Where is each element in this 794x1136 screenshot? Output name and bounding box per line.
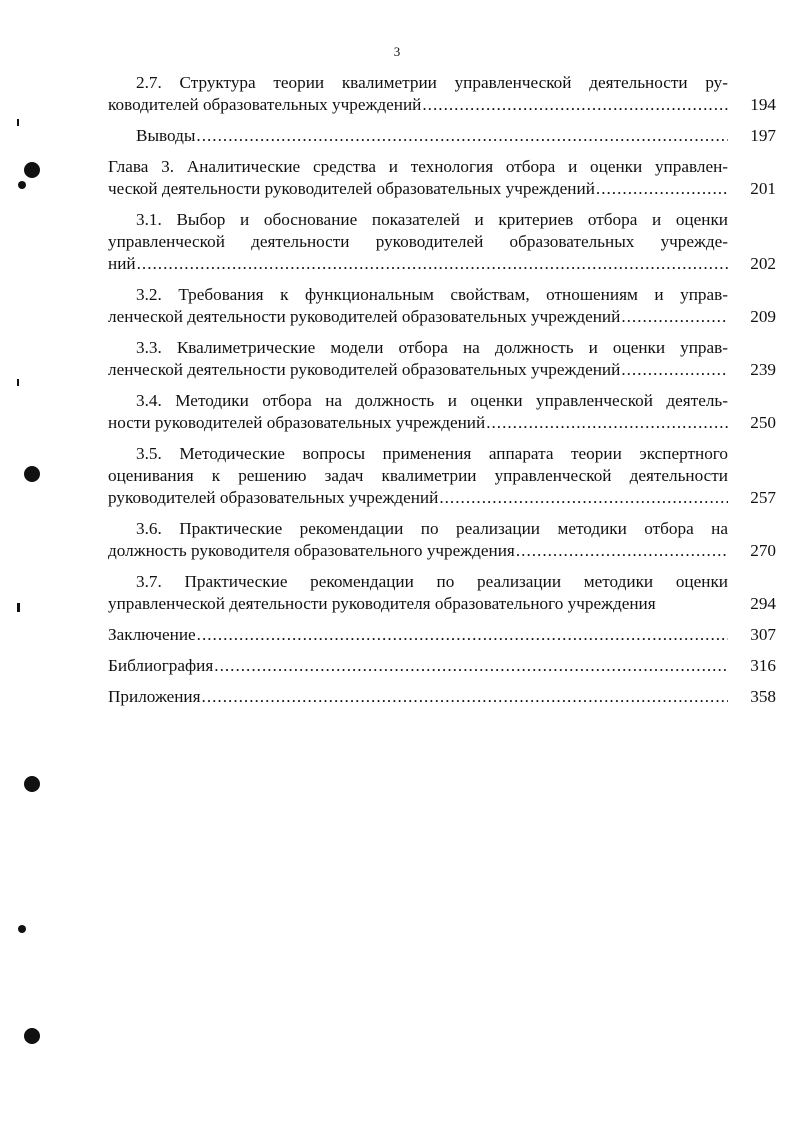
toc-entry[interactable] bbox=[108, 125, 776, 147]
toc-entry-text-line: 3.5. Методические вопросы применения аппарата теории экспертного bbox=[136, 444, 728, 463]
toc-entry[interactable] bbox=[108, 209, 776, 275]
margin-tick-mark bbox=[17, 379, 19, 386]
toc-entry-text-line: управленческой деятельности руководителей образовательных учрежде- bbox=[108, 232, 728, 251]
toc-entry-text-line: Глава 3. Аналитические средства и технология отбора и оценки управлен- bbox=[108, 157, 728, 176]
dot-leader bbox=[214, 655, 728, 677]
table-of-contents bbox=[108, 72, 776, 717]
toc-page-number: 194 bbox=[750, 95, 776, 114]
toc-entry[interactable] bbox=[108, 443, 776, 509]
toc-entry-title: ний bbox=[108, 254, 136, 273]
dot-leader bbox=[196, 125, 728, 147]
binder-hole-mark bbox=[18, 181, 26, 189]
toc-entry[interactable] bbox=[108, 518, 776, 562]
toc-page-number: 202 bbox=[750, 254, 776, 273]
binder-hole-mark bbox=[24, 776, 40, 792]
toc-entry-text-line: 3.6. Практические рекомендации по реализации методики отбора на bbox=[136, 519, 728, 538]
dot-leader bbox=[422, 94, 728, 116]
toc-entry-text-line: 3.1. Выбор и обоснование показателей и критериев отбора и оценки bbox=[136, 210, 728, 229]
toc-entry[interactable] bbox=[108, 571, 776, 615]
toc-entry-text-line: 3.2. Требования к функциональным свойствам, отношениям и управ- bbox=[136, 285, 728, 304]
dot-leader bbox=[621, 359, 728, 381]
dot-leader bbox=[197, 624, 728, 646]
toc-entry-title: Выводы bbox=[136, 126, 196, 145]
toc-entry[interactable] bbox=[108, 390, 776, 434]
toc-entry-title: ности руководителей образовательных учреждений bbox=[108, 413, 486, 432]
toc-entry[interactable] bbox=[108, 686, 776, 708]
toc-page-number: 270 bbox=[750, 541, 776, 560]
toc-entry-title: Библиография bbox=[108, 656, 214, 675]
dot-leader bbox=[202, 686, 728, 708]
toc-entry-text-line: оценивания к решению задач квалиметрии управленческой деятельности bbox=[108, 466, 728, 485]
toc-page-number: 358 bbox=[750, 687, 776, 706]
toc-entry-title: Заключение bbox=[108, 625, 196, 644]
toc-page-number: 316 bbox=[750, 656, 776, 675]
toc-entry[interactable] bbox=[108, 156, 776, 200]
dot-leader bbox=[516, 540, 728, 562]
toc-entry-text-line: 3.3. Квалиметрические модели отбора на должность и оценки управ- bbox=[136, 338, 728, 357]
toc-page-number: 257 bbox=[750, 488, 776, 507]
toc-page-number: 197 bbox=[750, 126, 776, 145]
toc-entry[interactable] bbox=[108, 72, 776, 116]
toc-page-number: 294 bbox=[750, 594, 776, 613]
toc-entry-text-line: 3.7. Практические рекомендации по реализации методики оценки bbox=[136, 572, 728, 591]
toc-entry-text-line: 3.4. Методики отбора на должность и оценки управленческой деятель- bbox=[136, 391, 728, 410]
toc-entry-title: ческой деятельности руководителей образовательных учреждений bbox=[108, 179, 595, 198]
toc-entry-title: управленческой деятельности руководителя образовательного учреждения bbox=[108, 594, 656, 613]
toc-entry-title: руководителей образовательных учреждений bbox=[108, 488, 439, 507]
binder-hole-mark bbox=[24, 162, 40, 178]
toc-entry-title: должность руководителя образовательного учреждения bbox=[108, 541, 515, 560]
toc-entry-title: Приложения bbox=[108, 687, 201, 706]
dot-leader bbox=[486, 412, 728, 434]
margin-tick-mark bbox=[17, 119, 19, 126]
toc-page-number: 250 bbox=[750, 413, 776, 432]
binder-hole-mark bbox=[18, 925, 26, 933]
toc-entry[interactable] bbox=[108, 284, 776, 328]
toc-entry[interactable] bbox=[108, 655, 776, 677]
toc-entry-title: ководителей образовательных учреждений bbox=[108, 95, 422, 114]
binder-hole-mark bbox=[24, 1028, 40, 1044]
toc-page-number: 307 bbox=[750, 625, 776, 644]
dot-leader bbox=[596, 178, 728, 200]
toc-page-number: 239 bbox=[750, 360, 776, 379]
toc-page-number: 209 bbox=[750, 307, 776, 326]
binder-hole-mark bbox=[24, 466, 40, 482]
page-number: 3 bbox=[393, 44, 401, 59]
toc-page-number: 201 bbox=[750, 179, 776, 198]
toc-entry-text-line: 2.7. Структура теории квалиметрии управленческой деятельности ру- bbox=[136, 73, 728, 92]
dot-leader bbox=[137, 253, 728, 275]
toc-entry[interactable] bbox=[108, 624, 776, 646]
dot-leader bbox=[439, 487, 728, 509]
margin-tick-mark bbox=[17, 603, 20, 612]
toc-entry-title: ленческой деятельности руководителей образовательных учреждений bbox=[108, 307, 621, 326]
dot-leader bbox=[621, 306, 728, 328]
toc-entry-title: ленческой деятельности руководителей образовательных учреждений bbox=[108, 360, 621, 379]
toc-entry[interactable] bbox=[108, 337, 776, 381]
